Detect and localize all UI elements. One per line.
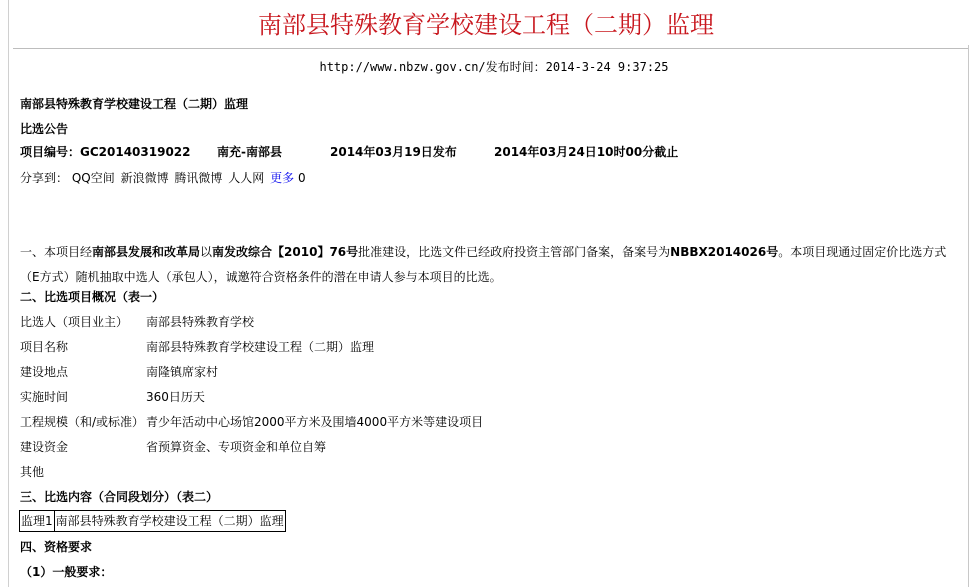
contract-id-cell: 监理1 [20, 511, 55, 532]
notice-subheading: 比选公告 [20, 122, 69, 136]
notice-heading: 南部县特殊教育学校建设工程（二期）监理 [20, 97, 249, 111]
table1-key: 工程规模（和/或标准） [20, 415, 145, 429]
publish-date: 2014年03月19日发布 [330, 145, 457, 159]
intro-approver: 南部县发展和改革局 [92, 245, 201, 259]
intro-text-3: 批准建设，比选文件已经政府投资主管部门备案，备案号为 [358, 245, 671, 259]
section-4-1-heading: （1）一般要求： [20, 565, 113, 579]
table1-value: 360日历天 [146, 390, 205, 404]
project-info-line [20, 144, 960, 160]
table1-key: 建设资金 [20, 440, 69, 454]
table1-value: 南部县特殊教育学校建设工程（二期）监理 [146, 340, 375, 354]
section-2-heading: 二、比选项目概况（表一） [20, 290, 165, 304]
deadline: 2014年03月24日10时00分截止 [494, 145, 679, 159]
share-more-link[interactable]: 更多 [270, 171, 295, 185]
contract-name-cell: 南部县特殊教育学校建设工程（二期）监理 [54, 511, 285, 532]
intro-text-2: 以 [200, 245, 213, 259]
table1-value: 青少年活动中心场馆2000平方米及围墙4000平方米等建设项目 [146, 415, 484, 429]
share-weibo[interactable]: 新浪微博 [120, 171, 169, 185]
table1-value: 省预算资金、专项资金和单位自筹 [146, 440, 327, 454]
share-count: 0 [297, 171, 306, 185]
section-4-heading: 四、资格要求 [20, 540, 93, 554]
project-number: 项目编号：GC20140319022 [20, 145, 191, 159]
section-3-heading: 三、比选内容（合同段划分）（表二） [20, 490, 219, 504]
intro-text-1: 一、本项目经 [20, 245, 93, 259]
share-bar [20, 170, 306, 186]
share-tencent[interactable]: 腾讯微博 [174, 171, 223, 185]
page-title: 南部县特殊教育学校建设工程（二期）监理 [258, 11, 714, 39]
share-label: 分享到： [20, 171, 69, 185]
table1-key: 其他 [20, 465, 45, 479]
title-divider [13, 48, 968, 49]
intro-paragraph [20, 240, 964, 290]
intro-record-no: NBBX2014026号 [670, 245, 779, 259]
share-renren[interactable]: 人人网 [228, 171, 265, 185]
table1-key: 实施时间 [20, 390, 69, 404]
project-region: 南充-南部县 [217, 145, 282, 159]
intro-approval-no: 南发改综合【2010】76号 [212, 245, 359, 259]
meta-line [0, 60, 972, 74]
table1-key: 项目名称 [20, 340, 69, 354]
intro-text-4: 。本项目现通过固定价比选方式（E方式）随机抽取中选人（承包人），诚邀符合资格条件的潜在申请人参与本项目的比选。 [20, 245, 947, 284]
right-border [968, 45, 969, 587]
table1-key: 建设地点 [20, 365, 69, 379]
table1-value: 南部县特殊教育学校 [146, 315, 255, 329]
left-border [8, 0, 9, 587]
publish-time: 2014-3-24 9:37:25 [545, 60, 669, 74]
table1-value: 南隆镇席家村 [146, 365, 219, 379]
table1-key: 比选人（项目业主） [20, 315, 129, 329]
publish-label: 发布时间： [485, 60, 546, 74]
table-row [20, 511, 286, 532]
contract-table [19, 510, 286, 532]
share-qzone[interactable]: QQ空间 [71, 171, 115, 185]
source-link[interactable]: http://www.nbzw.gov.cn/ [319, 60, 486, 74]
